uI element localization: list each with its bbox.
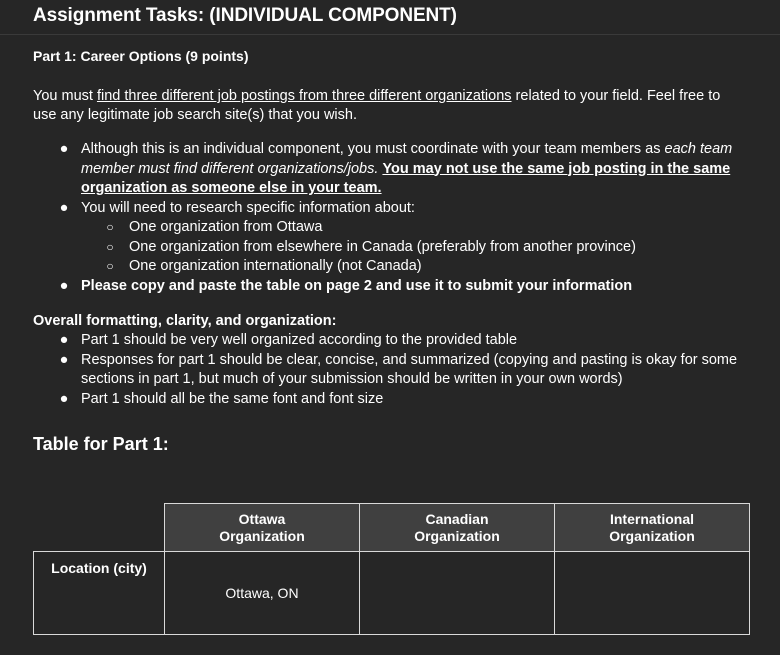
- overall-bullet-list: [33, 331, 753, 409]
- hollow-circle-icon: ○: [106, 259, 114, 273]
- header-line: Organization: [414, 527, 500, 544]
- bullet-dot-icon: ●: [59, 199, 69, 216]
- sub-list-item: [33, 238, 753, 258]
- intro-line2: use any legitimate job search site(s) that you wish.: [33, 107, 357, 123]
- sub-list-item: [33, 257, 753, 277]
- table-cell-ottawa: [164, 551, 360, 635]
- bullet-dot-icon: ●: [59, 390, 69, 407]
- list-item: [33, 277, 753, 297]
- hollow-circle-icon: ○: [106, 220, 114, 234]
- sub-item-text: One organization from elsewhere in Canada (preferably from another province): [129, 238, 636, 255]
- bullet-dot-icon: ●: [59, 277, 69, 294]
- part1-bullet-list: [33, 140, 753, 296]
- list-item: [33, 140, 753, 199]
- bullet-text: Please copy and paste the table on page 2 and use it to submit your information: [81, 277, 633, 294]
- bullet-text: Although this is an individual component, you must coordinate with your team members as: [81, 141, 665, 157]
- divider: [0, 34, 780, 35]
- header-line: Ottawa: [238, 510, 286, 527]
- hollow-circle-icon: ○: [106, 239, 114, 254]
- bullet-text: Responses for part 1 should be clear, concise, and summarized (copying and pasting is okay for some sections in part 1, but much of your submission should be written in your own words): [81, 351, 738, 387]
- bullet-text: Part 1 should all be the same font and font size: [81, 390, 384, 407]
- intro-pre: You must: [33, 88, 97, 104]
- page-title: Assignment Tasks: (INDIVIDUAL COMPONENT): [33, 5, 457, 26]
- table-row-label: Location (city): [33, 551, 165, 635]
- bullet-text: Part 1 should be very well organized according to the provided table: [81, 332, 518, 348]
- list-item: [33, 199, 753, 219]
- table-cell-canadian: [359, 551, 555, 635]
- bullet-bold-underline-text: You may not use the same job posting in the same organization as someone else in your team.: [81, 160, 731, 196]
- intro-underlined: find three different job postings from three different organizations: [96, 88, 512, 104]
- list-item: [33, 390, 753, 410]
- bullet-italic-text: each team member must find different organizations/jobs.: [81, 141, 733, 177]
- bullet-dot-icon: ●: [59, 141, 69, 157]
- list-item: [33, 351, 753, 390]
- bullet-text: You will need to research specific information about:: [81, 199, 415, 216]
- sub-list-item: [33, 218, 753, 238]
- bullet-dot-icon: ●: [59, 332, 69, 348]
- header-line: Canadian: [425, 510, 489, 527]
- overall-heading: Overall formatting, clarity, and organization:: [33, 313, 337, 329]
- table-heading: Table for Part 1:: [33, 434, 169, 454]
- table-cell-text: Ottawa, ON: [225, 585, 299, 601]
- part1-intro: [33, 87, 745, 125]
- table-header-ottawa: [164, 503, 360, 552]
- table-header-canadian: [359, 503, 555, 552]
- sub-item-text: One organization internationally (not Canada): [129, 258, 422, 274]
- sub-item-text: One organization from Ottawa: [129, 219, 323, 235]
- bullet-dot-icon: ●: [59, 351, 69, 368]
- header-line: Organization: [609, 527, 695, 544]
- table-cell-international: [554, 551, 750, 635]
- intro-post: related to your field. Feel free to: [511, 88, 721, 104]
- header-line: International: [609, 510, 694, 527]
- header-line: Organization: [219, 527, 305, 544]
- part1-heading: Part 1: Career Options (9 points): [33, 48, 249, 64]
- table-header-international: [554, 503, 750, 552]
- list-item: [33, 331, 753, 351]
